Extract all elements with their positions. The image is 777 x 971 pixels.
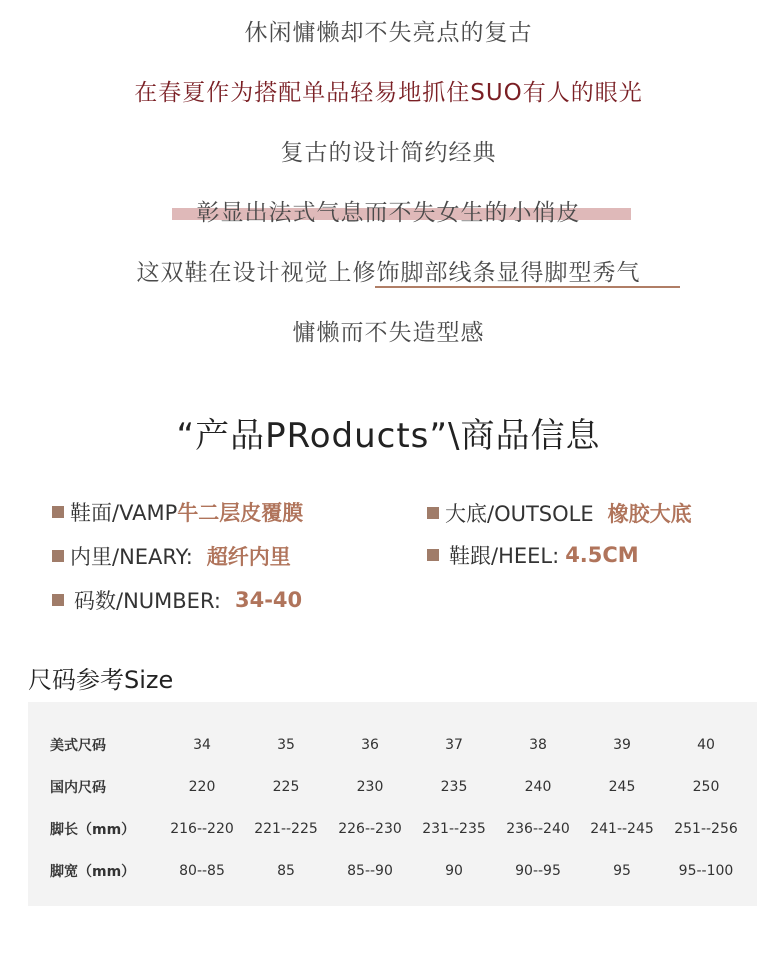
size-cell: 251--256 [674,821,738,837]
bullet-square-icon [52,550,64,562]
size-cell: 240 [524,779,552,795]
size-cell: 225 [272,779,300,795]
size-cell: 235 [440,779,468,795]
size-table-row [28,766,748,808]
size-row-label: 国内尺码 [50,780,106,796]
size-cell: 231--235 [422,821,486,837]
size-cell: 39 [613,737,631,753]
size-cell: 90 [445,863,463,879]
size-cell: 40 [697,737,715,753]
size-cell: 85 [277,863,295,879]
size-cell: 34 [193,737,211,753]
size-cell: 216--220 [170,821,234,837]
size-table [28,724,748,892]
size-cell: 95 [613,863,631,879]
spec-lining-label: 内里/NEARY: [70,545,193,569]
size-table-row [28,808,748,850]
size-cell: 226--230 [338,821,402,837]
intro-line-6: 慵懒而不失造型感 [292,320,485,346]
size-row-label: 脚宽（mm） [50,864,136,880]
spec-vamp-value: 牛二层皮覆膜 [177,501,304,525]
size-cell: 220 [188,779,216,795]
size-cell: 90--95 [515,863,561,879]
spec-heel-value: 4.5CM [565,543,639,567]
size-cell: 230 [356,779,384,795]
underline-decoration [375,286,680,288]
spec-vamp [52,497,303,527]
size-table-row [28,724,748,766]
spec-size-value: 34-40 [234,588,303,612]
size-cell: 236--240 [506,821,570,837]
spec-lining [52,541,291,571]
spec-vamp-label: 鞋面/VAMP [70,501,178,525]
size-cell: 250 [692,779,720,795]
spec-heel-label: 鞋跟/HEEL: [449,544,560,568]
intro-line-2-highlight: 在春夏作为搭配单品轻易地抓住SUO有人的眼光 [134,80,643,106]
size-cell: 245 [608,779,636,795]
bullet-square-icon [427,549,439,561]
size-cell: 38 [529,737,547,753]
intro-line-1: 休闲慵懒却不失亮点的复古 [244,20,533,46]
size-chart-panel [28,702,757,906]
size-cell: 221--225 [254,821,318,837]
size-row-label: 美式尺码 [50,738,106,754]
spec-heel [427,540,639,570]
spec-lining-value: 超纤内里 [206,545,291,569]
bullet-square-icon [52,506,64,518]
size-row-label: 脚长（mm） [50,822,136,838]
spec-outsole-label: 大底/OUTSOLE [445,502,594,526]
spec-size [52,585,302,615]
spec-outsole-value: 橡胶大底 [607,502,692,526]
spec-outsole [427,498,692,528]
product-section-title: “产品PRoducts”\商品信息 [176,416,601,456]
intro-line-5: 这双鞋在设计视觉上修饰脚部线条显得脚型秀气 [136,260,641,286]
intro-line-3: 复古的设计简约经典 [280,140,497,166]
size-cell: 35 [277,737,295,753]
size-table-row [28,850,748,892]
size-cell: 85--90 [347,863,393,879]
size-cell: 36 [361,737,379,753]
size-cell: 80--85 [179,863,225,879]
spec-size-label: 码数/NUMBER: [74,589,221,613]
bullet-square-icon [52,594,64,606]
bullet-square-icon [427,507,439,519]
intro-line-4: 彰显出法式气息而不失女生的小俏皮 [196,200,581,226]
size-cell: 241--245 [590,821,654,837]
size-chart-title: 尺码参考Size [28,666,174,694]
size-cell: 37 [445,737,463,753]
size-cell: 95--100 [678,863,734,879]
